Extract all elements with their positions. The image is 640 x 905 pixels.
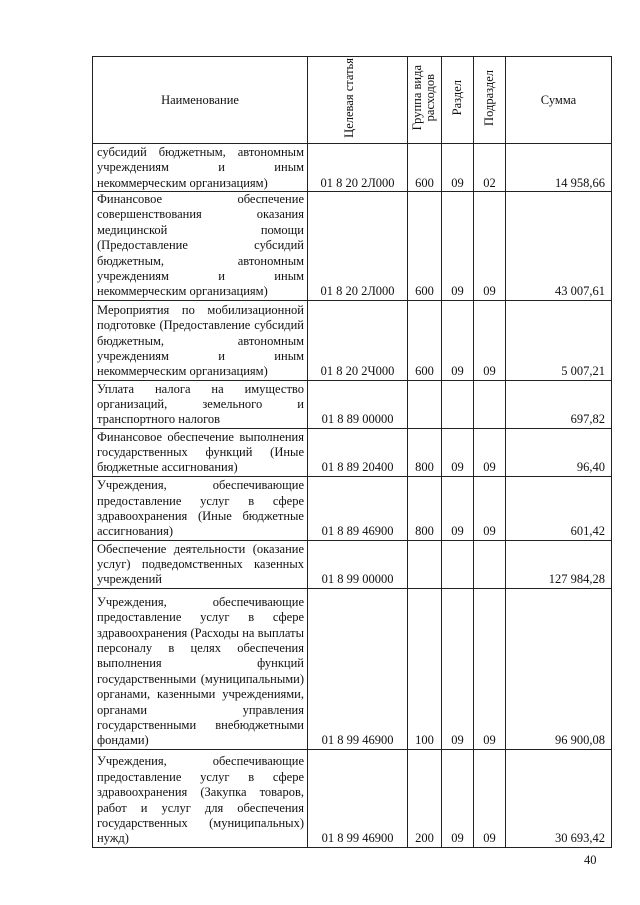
table-row (93, 540, 612, 588)
row-name: Учреждения, обеспечивающие предоставление услуг в сфере здравоохранения (Расходы на выплаты персоналу в целях обеспечения выполнения функций государственными (муниципальными) органами, казенными учреждениями, органами управления государственными внебюджетными фондами) (93, 588, 308, 749)
row-section: 09 (442, 588, 474, 749)
row-name: Уплата налога на имущество организаций, земельного и транспортного налогов (93, 380, 308, 428)
table-row (93, 144, 612, 192)
row-name: Финансовое обеспечение выполнения государственных функций (Иные бюджетные ассигнования) (93, 428, 308, 476)
row-group: 200 (408, 749, 442, 847)
row-sum: 43 007,61 (506, 192, 612, 301)
row-name: Обеспечение деятельности (оказание услуг) подведомственных казенных учреждений (93, 540, 308, 588)
row-code: 01 8 99 00000 (308, 540, 408, 588)
row-subsection: 09 (474, 588, 506, 749)
row-subsection: 09 (474, 428, 506, 476)
row-section: 09 (442, 144, 474, 192)
row-group: 600 (408, 300, 442, 380)
table-body (93, 144, 612, 848)
header-section: Раздел (442, 57, 474, 144)
header-name: Наименование (93, 57, 308, 144)
row-code: 01 8 89 46900 (308, 476, 408, 540)
row-subsection: 09 (474, 749, 506, 847)
table-row (93, 428, 612, 476)
table-row (93, 749, 612, 847)
row-name: субсидий бюджетным, автономным учреждениям и иным некоммерческим организациям) (93, 144, 308, 192)
row-subsection: 09 (474, 192, 506, 301)
row-section: 09 (442, 300, 474, 380)
row-section: 09 (442, 192, 474, 301)
table-header (93, 57, 612, 144)
row-sum: 5 007,21 (506, 300, 612, 380)
row-sum: 697,82 (506, 380, 612, 428)
row-section: 09 (442, 476, 474, 540)
row-group: 600 (408, 192, 442, 301)
row-sum: 30 693,42 (506, 749, 612, 847)
row-code: 01 8 89 00000 (308, 380, 408, 428)
row-sum: 14 958,66 (506, 144, 612, 192)
row-subsection (474, 540, 506, 588)
row-subsection: 02 (474, 144, 506, 192)
row-group: 600 (408, 144, 442, 192)
row-subsection: 09 (474, 300, 506, 380)
table-row (93, 380, 612, 428)
row-sum: 127 984,28 (506, 540, 612, 588)
table-row (93, 476, 612, 540)
row-name: Учреждения, обеспечивающие предоставление услуг в сфере здравоохранения (Иные бюджетные ассигнования) (93, 476, 308, 540)
row-sum: 96,40 (506, 428, 612, 476)
header-sum: Сумма (506, 57, 612, 144)
table-row (93, 192, 612, 301)
page-number: 40 (584, 853, 597, 867)
row-section (442, 540, 474, 588)
row-code: 01 8 89 20400 (308, 428, 408, 476)
row-subsection (474, 380, 506, 428)
row-group (408, 380, 442, 428)
header-target: Целевая статья (308, 57, 408, 144)
row-subsection: 09 (474, 476, 506, 540)
budget-table (92, 56, 612, 848)
row-section: 09 (442, 428, 474, 476)
header-subsection: Подраздел (474, 57, 506, 144)
row-code: 01 8 99 46900 (308, 749, 408, 847)
row-group: 800 (408, 428, 442, 476)
row-section (442, 380, 474, 428)
row-group (408, 540, 442, 588)
row-code: 01 8 20 2Л000 (308, 144, 408, 192)
row-code: 01 8 99 46900 (308, 588, 408, 749)
row-name: Учреждения, обеспечивающие предоставление услуг в сфере здравоохранения (Закупка товаров, работ и услуг для обеспечения государственных (муниципальных) нужд) (93, 749, 308, 847)
row-group: 800 (408, 476, 442, 540)
table-row (93, 300, 612, 380)
row-section: 09 (442, 749, 474, 847)
row-code: 01 8 20 2Л000 (308, 192, 408, 301)
table-row (93, 588, 612, 749)
row-code: 01 8 20 2Ч000 (308, 300, 408, 380)
row-sum: 96 900,08 (506, 588, 612, 749)
row-name: Мероприятия по мобилизационной подготовке (Предоставление субсидий бюджетным, автономным учреждениям и иным некоммерческим организациям) (93, 300, 308, 380)
row-name: Финансовое обеспечение совершенствования оказания медицинской помощи (Предоставление субсидий бюджетным, автономным учреждениям и иным некоммерческим организациям) (93, 192, 308, 301)
row-group: 100 (408, 588, 442, 749)
row-sum: 601,42 (506, 476, 612, 540)
header-expense-group: Группа вида расходов (408, 57, 442, 144)
